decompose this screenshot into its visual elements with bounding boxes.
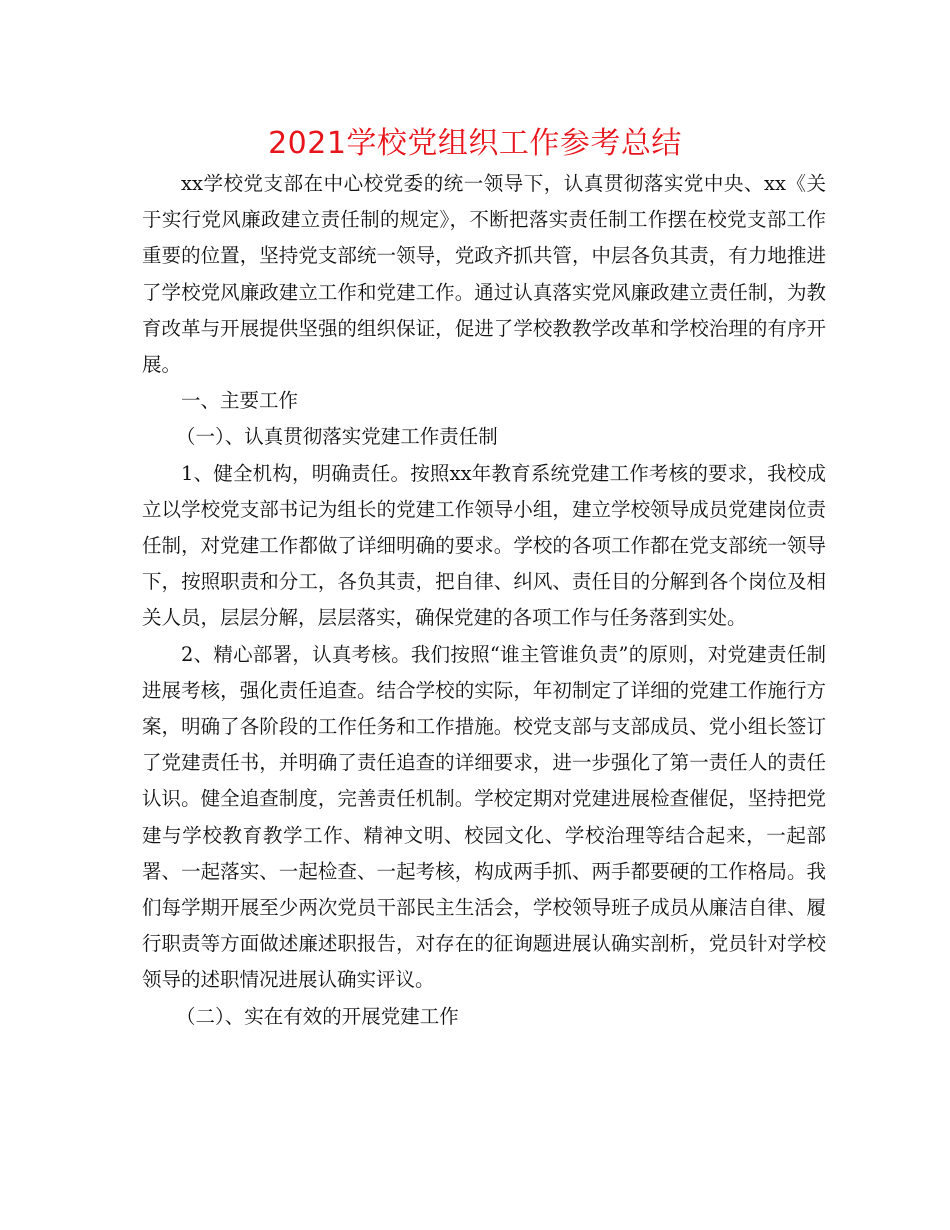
paragraph-item-1: 1、健全机构，明确责任。按照xx年教育系统党建工作考核的要求，我校成立以学校党支部书记为组长的党建工作领导小组，建立学校领导成员党建岗位责任制，对党建工作都做了详细明确的要求。学校的各项工作都在党支部统一领导下，按照职责和分工，各负其责，把自律、纠风、责任目的分解到各个岗位及相关人员，层层分解，层层落实，确保党建的各项工作与任务落到实处。 <box>142 461 826 630</box>
paragraph-item-2: 2、精心部署，认真考核。我们按照“谁主管谁负责”的原则，对党建责任制进展考核，强化责任追查。结合学校的实际，年初制定了详细的党建工作施行方案，明确了各阶段的工作任务和工作措施。校党支部与支部成员、党小组长签订了党建责任书，并明确了责任追查的详细要求，进一步强化了第一责任人的责任认识。健全追查制度，完善责任机制。学校定期对党建进展检查催促，坚持把党建与学校教育教学工作、精神文明、校园文化、学校治理等结合起来，一起部署、一起落实、一起检查、一起考核，构成两手抓、两手都要硬的工作格局。我们每学期开展至少两次党员干部民主生活会，学校领导班子成员从廉洁自律、履行职责等方面做述廉述职报告，对存在的征询题进展认确实剖析，党员针对学校领导的述职情况进展认确实评议。 <box>142 642 826 992</box>
document-title: 2021学校党组织工作参考总结 <box>268 126 682 161</box>
intro-paragraph: xx学校党支部在中心校党委的统一领导下，认真贯彻落实党中央、xx《关于实行党风廉政建立责任制的规定》，不断把落实责任制工作摆在校党支部工作重要的位置，坚持党支部统一领导，党政齐抓共管，中层各负其责，有力地推进了学校党风廉政建立工作和党建工作。通过认真落实党风廉政建立责任制，为教育改革与开展提供坚强的组织保证，促进了学校教教学改革和学校治理的有序开展。 <box>142 172 826 377</box>
subsection-heading-1: （一）、认真贯彻落实党建工作责任制 <box>176 425 498 449</box>
subsection-heading-2: （二）、实在有效的开展党建工作 <box>176 1004 459 1028</box>
document-body <box>142 166 826 1035</box>
section-heading-main-work: 一、主要工作 <box>181 389 299 413</box>
